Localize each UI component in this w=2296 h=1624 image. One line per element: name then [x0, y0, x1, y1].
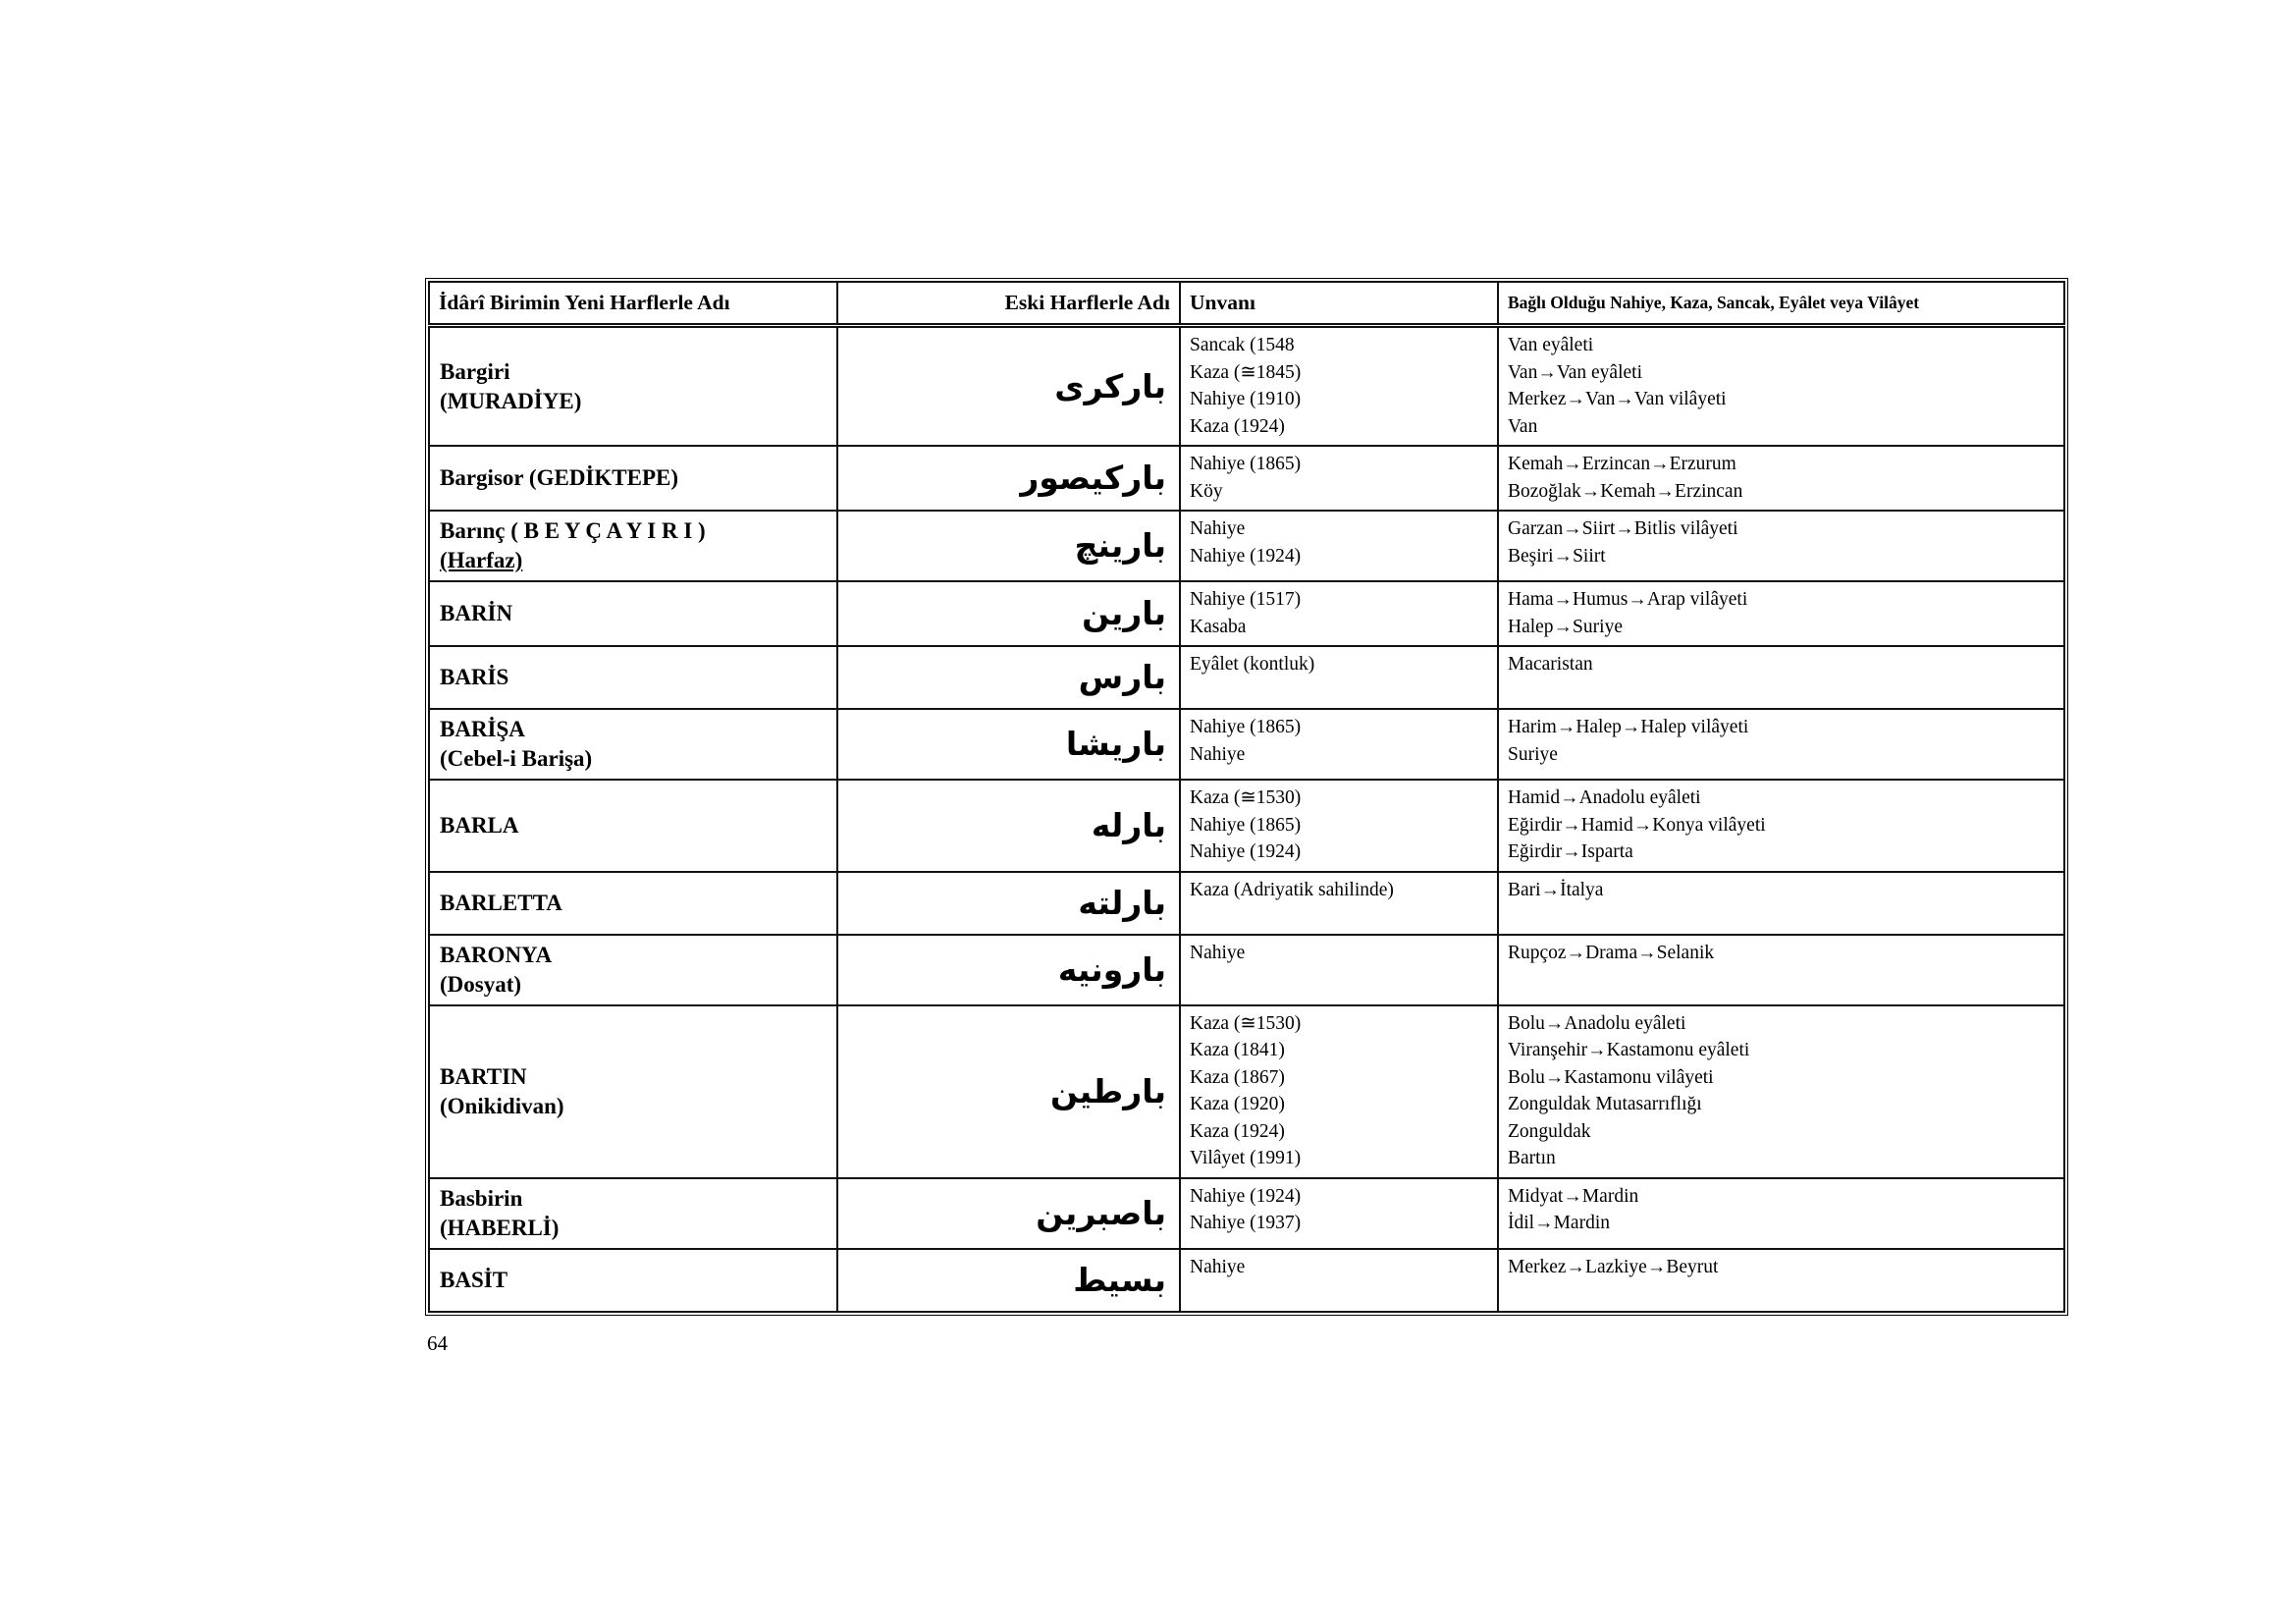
name-line: BARİŞA: [440, 717, 525, 741]
title-cell: [1180, 709, 1498, 780]
affiliation-cell: [1498, 935, 2064, 1005]
table-row: [429, 1249, 2064, 1312]
old-script-cell: بسيط: [837, 1249, 1180, 1312]
title-line: Sancak (1548: [1190, 335, 1295, 355]
title-line: Kaza (≅1530): [1190, 787, 1302, 808]
new-name-cell: [429, 581, 837, 646]
title-line: Nahiye (1865): [1190, 814, 1302, 836]
name-line: Barınç ( B E Y Ç A Y I R I ): [440, 518, 706, 543]
affiliation-line: Kemah→Erzincan→Erzurum: [1508, 454, 1736, 474]
table-row: [429, 581, 2064, 646]
title-cell: [1180, 646, 1498, 709]
title-cell: [1180, 511, 1498, 581]
title-line: Kaza (≅1530): [1190, 1012, 1302, 1034]
table-row: [429, 872, 2064, 935]
affiliation-line: Van→Van eyâleti: [1508, 361, 1642, 383]
table-row: [429, 935, 2064, 1005]
title-line: Nahiye (1517): [1190, 589, 1302, 610]
old-script-cell: بارله: [837, 780, 1180, 872]
title-line: Nahiye (1924): [1190, 1185, 1302, 1207]
affiliation-line: Bozoğlak→Kemah→Erzincan: [1508, 480, 1743, 502]
affiliation-line: Zonguldak Mutasarrıflığı: [1508, 1094, 1702, 1114]
old-script-cell: بارينچ: [837, 511, 1180, 581]
affiliation-cell: [1498, 581, 2064, 646]
name-line: BARTIN: [440, 1063, 527, 1089]
affiliation-line: Bolu→Kastamonu vilâyeti: [1508, 1066, 1714, 1088]
name-line: Bargisor (GEDİKTEPE): [440, 465, 679, 490]
affiliation-cell: [1498, 646, 2064, 709]
affiliation-line: Bari→İtalya: [1508, 879, 1604, 900]
affiliation-cell: [1498, 1249, 2064, 1312]
name-line: BARLETTA: [440, 890, 562, 915]
affiliation-line: Merkez→Lazkiye→Beyrut: [1508, 1256, 1719, 1277]
old-script-cell: باصبرين: [837, 1178, 1180, 1249]
name-line: BARİN: [440, 601, 513, 625]
title-cell: [1180, 780, 1498, 872]
administrative-units-table: [428, 281, 2065, 1313]
table-row: [429, 709, 2064, 780]
title-line: Nahiye (1924): [1190, 545, 1302, 567]
table-row: [429, 780, 2064, 872]
title-line: Kaza (≅1845): [1190, 361, 1302, 383]
title-line: Nahiye (1937): [1190, 1213, 1302, 1233]
affiliation-line: Van: [1508, 415, 1538, 437]
table-body: [429, 326, 2064, 1312]
name-line: BARLA: [440, 812, 519, 838]
new-name-cell: [429, 1178, 837, 1249]
table-row: [429, 646, 2064, 709]
affiliation-line: İdil→Mardin: [1508, 1213, 1610, 1233]
title-line: Nahiye: [1190, 942, 1246, 963]
column-header-new-name: İdârî Birimin Yeni Harflerle Adı: [429, 282, 837, 326]
new-name-cell: [429, 709, 837, 780]
new-name-cell: [429, 511, 837, 581]
title-line: Kaza (Adriyatik sahilinde): [1190, 879, 1394, 900]
name-line: (MURADİYE): [440, 388, 582, 413]
title-line: Vilâyet (1991): [1190, 1148, 1302, 1168]
old-script-cell: باركرى: [837, 326, 1180, 447]
table-header: [429, 282, 2064, 326]
affiliation-line: Harim→Halep→Halep vilâyeti: [1508, 717, 1749, 737]
title-cell: [1180, 935, 1498, 1005]
affiliation-line: Hama→Humus→Arap vilâyeti: [1508, 589, 1748, 610]
title-line: Kaza (1841): [1190, 1040, 1285, 1060]
affiliation-cell: [1498, 780, 2064, 872]
affiliation-line: Bolu→Anadolu eyâleti: [1508, 1012, 1686, 1034]
table-row: [429, 1178, 2064, 1249]
title-cell: [1180, 326, 1498, 447]
affiliation-cell: [1498, 872, 2064, 935]
affiliation-cell: [1498, 326, 2064, 447]
title-cell: [1180, 446, 1498, 511]
name-line: (Onikidivan): [440, 1093, 564, 1118]
title-line: Nahiye: [1190, 743, 1246, 765]
new-name-cell: [429, 780, 837, 872]
affiliation-line: Eğirdir→Isparta: [1508, 841, 1633, 862]
header-row: [429, 282, 2064, 326]
old-script-cell: بارلته: [837, 872, 1180, 935]
affiliation-line: Merkez→Van→Van vilâyeti: [1508, 389, 1727, 409]
title-line: Nahiye (1865): [1190, 454, 1302, 474]
title-line: Kasaba: [1190, 616, 1247, 637]
affiliation-cell: [1498, 1005, 2064, 1178]
name-line: Basbirin: [440, 1185, 523, 1211]
column-header-title: Unvanı: [1180, 282, 1498, 326]
gazetteer-table: [425, 278, 2068, 1316]
affiliation-line: Halep→Suriye: [1508, 616, 1623, 637]
affiliation-line: Viranşehir→Kastamonu eyâleti: [1508, 1040, 1750, 1060]
name-line: (Cebel-i Barişa): [440, 746, 593, 771]
title-cell: [1180, 581, 1498, 646]
title-line: Nahiye: [1190, 518, 1246, 539]
title-cell: [1180, 872, 1498, 935]
affiliation-line: Macaristan: [1508, 654, 1593, 675]
new-name-cell: [429, 872, 837, 935]
column-header-old-script: Eski Harflerle Adı: [837, 282, 1180, 326]
name-line: (Harfaz): [440, 548, 523, 572]
affiliation-cell: [1498, 1178, 2064, 1249]
affiliation-cell: [1498, 511, 2064, 581]
title-cell: [1180, 1249, 1498, 1312]
affiliation-line: Garzan→Siirt→Bitlis vilâyeti: [1508, 518, 1738, 539]
title-line: Kaza (1924): [1190, 415, 1285, 437]
old-script-cell: بارين: [837, 581, 1180, 646]
old-script-cell: باريشا: [837, 709, 1180, 780]
page-number: 64: [427, 1330, 448, 1355]
document-page: [425, 278, 2074, 1355]
title-line: Nahiye (1865): [1190, 717, 1302, 737]
title-line: Kaza (1920): [1190, 1094, 1285, 1114]
title-line: Nahiye: [1190, 1256, 1246, 1277]
title-line: Nahiye (1924): [1190, 841, 1302, 862]
new-name-cell: [429, 935, 837, 1005]
affiliation-cell: [1498, 709, 2064, 780]
new-name-cell: [429, 446, 837, 511]
old-script-cell: بارطين: [837, 1005, 1180, 1178]
new-name-cell: [429, 326, 837, 447]
affiliation-line: Eğirdir→Hamid→Konya vilâyeti: [1508, 814, 1766, 836]
name-line: Bargiri: [440, 358, 510, 384]
table-row: [429, 326, 2064, 447]
table-row: [429, 1005, 2064, 1178]
title-line: Kaza (1867): [1190, 1066, 1285, 1088]
title-line: Eyâlet (kontluk): [1190, 654, 1315, 675]
affiliation-cell: [1498, 446, 2064, 511]
name-line: BASİT: [440, 1267, 508, 1292]
title-line: Köy: [1190, 480, 1223, 502]
affiliation-line: Bartın: [1508, 1148, 1556, 1168]
affiliation-line: Hamid→Anadolu eyâleti: [1508, 787, 1701, 808]
name-line: (HABERLİ): [440, 1215, 560, 1240]
title-line: Kaza (1924): [1190, 1120, 1285, 1142]
affiliation-line: Zonguldak: [1508, 1120, 1591, 1142]
name-line: (Dosyat): [440, 971, 522, 997]
table-row: [429, 446, 2064, 511]
title-line: Nahiye (1910): [1190, 389, 1302, 409]
name-line: BARİS: [440, 665, 509, 689]
name-line: BARONYA: [440, 942, 553, 967]
title-cell: [1180, 1178, 1498, 1249]
affiliation-line: Suriye: [1508, 743, 1558, 765]
affiliation-line: Beşiri→Siirt: [1508, 545, 1606, 567]
column-header-affiliation: Bağlı Olduğu Nahiye, Kaza, Sancak, Eyâlet veya Vilâyet: [1498, 282, 2064, 326]
new-name-cell: [429, 1249, 837, 1312]
old-script-cell: بارونيه: [837, 935, 1180, 1005]
affiliation-line: Rupçoz→Drama→Selanik: [1508, 942, 1715, 963]
table-row: [429, 511, 2064, 581]
old-script-cell: باركيصور: [837, 446, 1180, 511]
affiliation-line: Van eyâleti: [1508, 335, 1594, 355]
new-name-cell: [429, 646, 837, 709]
old-script-cell: بارس: [837, 646, 1180, 709]
title-cell: [1180, 1005, 1498, 1178]
affiliation-line: Midyat→Mardin: [1508, 1185, 1639, 1207]
new-name-cell: [429, 1005, 837, 1178]
